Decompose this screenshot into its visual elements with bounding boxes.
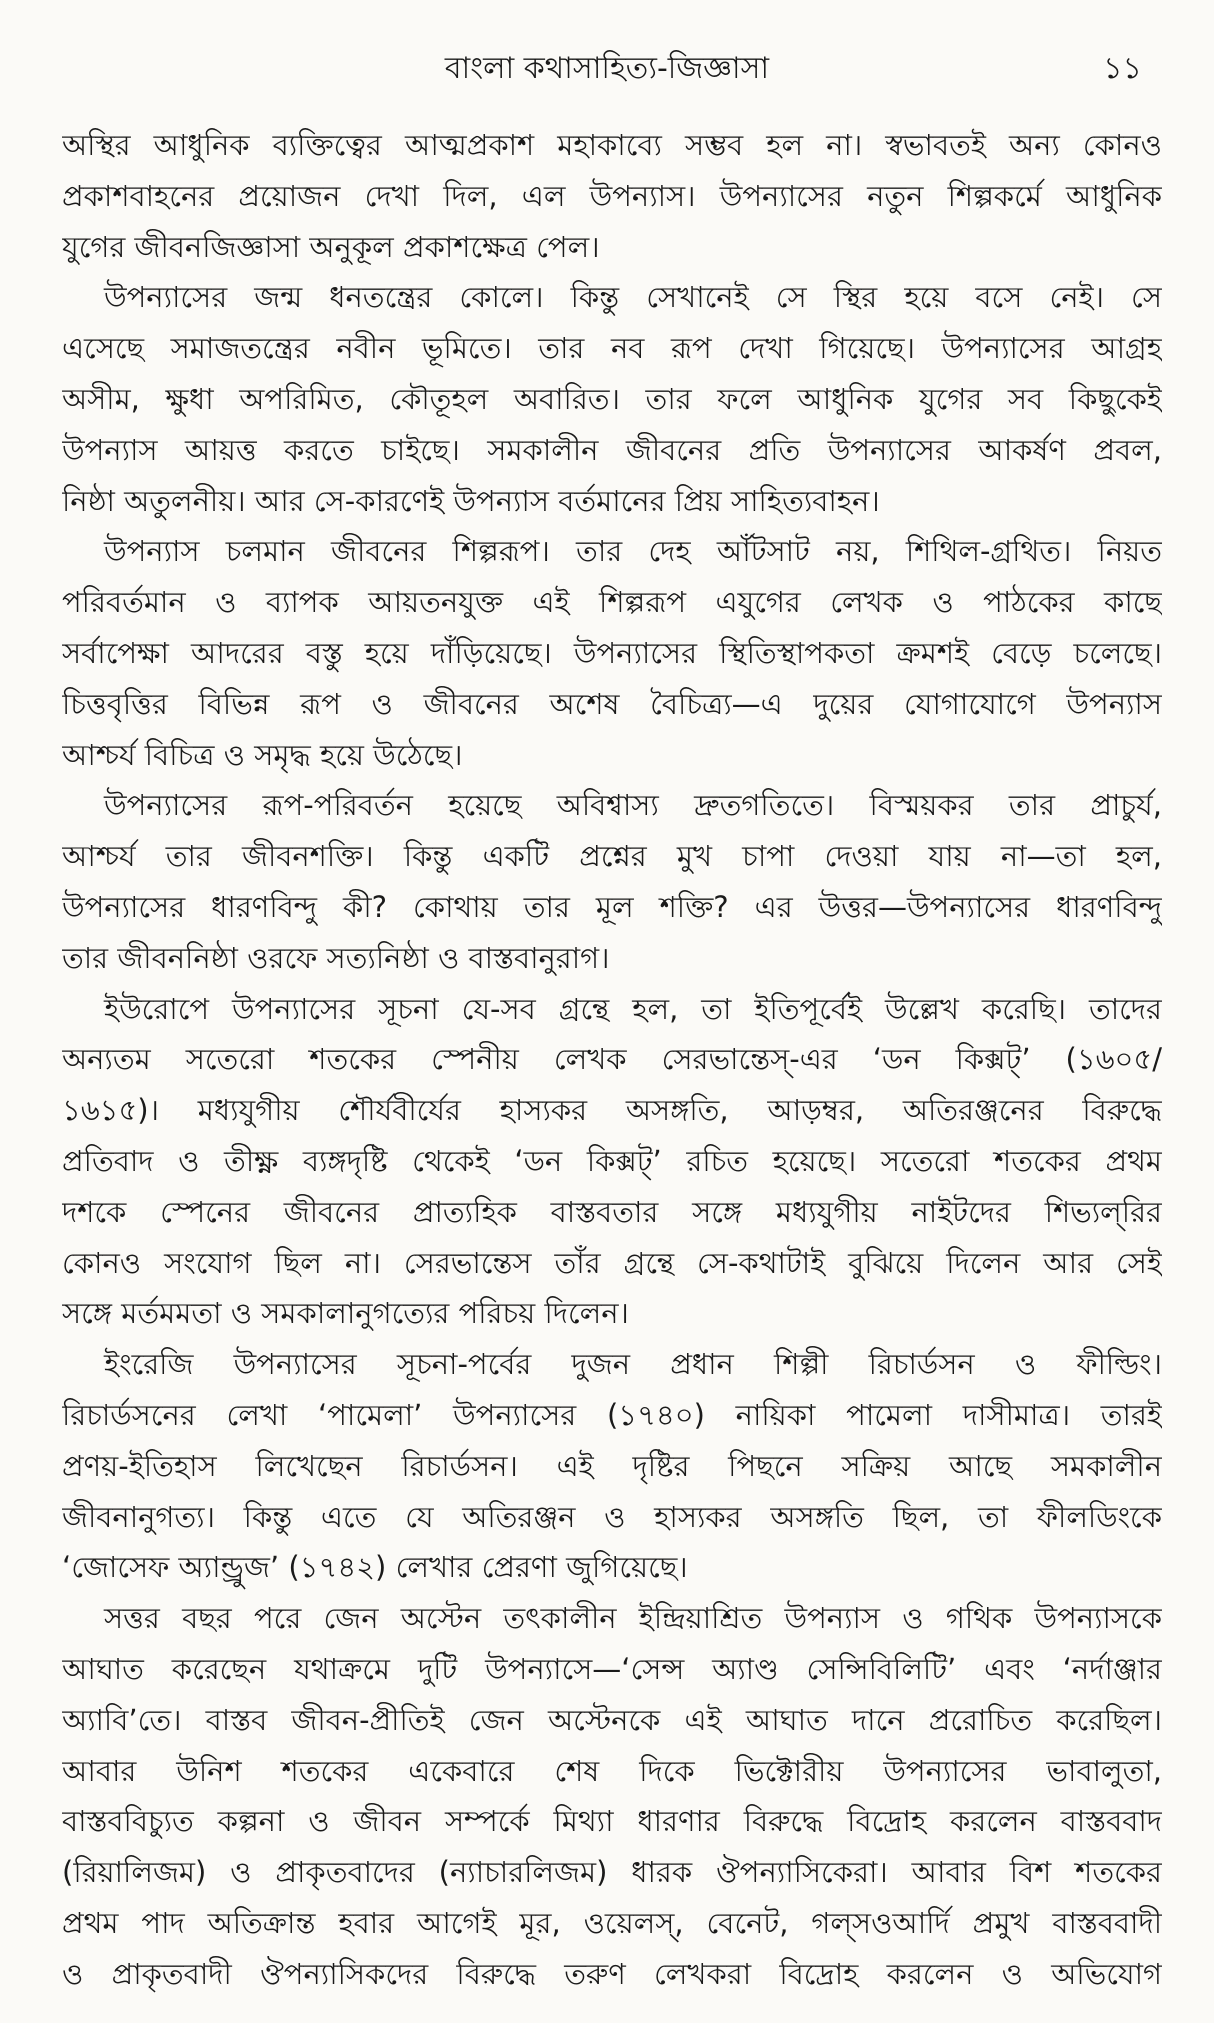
paragraph <box>62 1339 1162 1593</box>
text-line: কোনও সংযোগ ছিল না। সেরভান্তেস তাঁর গ্রন্থে সে-কথাটাই বুঝিয়ে দিলেন আর সেই <box>62 1245 1162 1280</box>
text-line: নিষ্ঠা অতুলনীয়। আর সে-কারণেই উপন্যাস বর্তমানের প্রিয় সাহিত্যবাহন। <box>62 483 880 518</box>
paragraph <box>62 780 1162 983</box>
text-line: সত্তর বছর পরে জেন অস্টেন তৎকালীন ইন্দ্রিয়াশ্রিত উপন্যাস ও গথিক উপন্যাসকে <box>104 1601 1162 1636</box>
text-line: রিচার্ডসনের লেখা ‘পামেলা’ উপন্যাসের (১৭৪০) নায়িকা পামেলা দাসীমাত্র। তারই <box>62 1397 1162 1432</box>
paragraph <box>62 1593 1162 1999</box>
paragraph <box>62 984 1162 1340</box>
text-line: এসেছে সমাজতন্ত্রের নবীন ভূমিতে। তার নব রূপ দেখা গিয়েছে। উপন্যাসের আগ্রহ <box>62 331 1162 366</box>
paragraph <box>62 272 1162 526</box>
text-line: আশ্চর্য তার জীবনশক্তি। কিন্তু একটি প্রশ্নের মুখ চাপা দেওয়া যায় না—তা হল, <box>62 839 1162 874</box>
page-number: ১১ <box>1103 51 1142 86</box>
text-line: ইংরেজি উপন্যাসের সূচনা-পর্বের দুজন প্রধান শিল্পী রিচার্ডসন ও ফীল্ডিং। <box>104 1347 1162 1382</box>
text-line: প্রতিবাদ ও তীক্ষ্ণ ব্যঙ্গদৃষ্টি থেকেই ‘ডন কিক্সট্’ রচিত হয়েছে। সতেরো শতকের প্রথম <box>62 1143 1162 1178</box>
text-line: উপন্যাসের ধারণবিন্দু কী? কোথায় তার মূল শক্তি? এর উত্তর—উপন্যাসের ধারণবিন্দু <box>62 889 1162 924</box>
text-line: ও প্রাকৃতবাদী ঔপন্যাসিকদের বিরুদ্ধে তরুণ লেখকরা বিদ্রোহ করলেন ও অভিযোগ <box>62 1956 1162 1991</box>
text-line: উপন্যাস আয়ত্ত করতে চাইছে। সমকালীন জীবনের প্রতি উপন্যাসের আকর্ষণ প্রবল, <box>62 432 1162 467</box>
text-line: সঙ্গে মর্তমমতা ও সমকালানুগত্যের পরিচয় দিলেন। <box>62 1296 629 1331</box>
text-line: জীবনানুগত্য। কিন্তু এতে যে অতিরঞ্জন ও হাস্যকর অসঙ্গতি ছিল, তা ফীলডিংকে <box>62 1499 1162 1534</box>
text-line: প্রথম পাদ অতিক্রান্ত হবার আগেই মূর, ওয়েলস্, বেনেট, গল্‌সওআর্দি প্রমুখ বাস্তববাদী <box>62 1905 1162 1940</box>
text-line: অসীম, ক্ষুধা অপরিমিত, কৌতূহল অবারিত। তার ফলে আধুনিক যুগের সব কিছুকেই <box>62 381 1162 416</box>
text-line: যুগের জীবনজিজ্ঞাসা অনুকূল প্রকাশক্ষেত্র পেল। <box>62 229 600 264</box>
paragraph <box>62 526 1162 780</box>
text-line: দশকে স্পেনের জীবনের প্রাত্যহিক বাস্তবতার সঙ্গে মধ্যযুগীয় নাইটদের শিভ্যল্‌রির <box>62 1194 1162 1229</box>
text-line: পরিবর্তমান ও ব্যাপক আয়তনযুক্ত এই শিল্পরূপ এযুগের লেখক ও পাঠকের কাছে <box>62 585 1162 620</box>
text-line: ইউরোপে উপন্যাসের সূচনা যে-সব গ্রন্থে হল, তা ইতিপূর্বেই উল্লেখ করেছি। তাদের <box>104 991 1162 1026</box>
text-line: প্রণয়-ইতিহাস লিখেছেন রিচার্ডসন। এই দৃষ্টির পিছনে সক্রিয় আছে সমকালীন <box>62 1448 1162 1483</box>
text-line: অ্যাবি’তে। বাস্তব জীবন-প্রীতিই জেন অস্টেনকে এই আঘাত দানে প্ররোচিত করেছিল। <box>62 1702 1162 1737</box>
text-line: আবার উনিশ শতকের একেবারে শেষ দিকে ভিক্টোরীয় উপন্যাসের ভাবালুতা, <box>62 1753 1162 1788</box>
text-line: উপন্যাসের রূপ-পরিবর্তন হয়েছে অবিশ্বাস্য দ্রুতগতিতে। বিস্ময়কর তার প্রাচুর্য, <box>104 788 1162 823</box>
text-line: তার জীবননিষ্ঠা ওরফে সত্যনিষ্ঠা ও বাস্তবানুরাগ। <box>62 940 610 975</box>
text-line: ‘জোসেফ অ্যান্ড্রুজ’ (১৭৪২) লেখার প্রেরণা জুগিয়েছে। <box>62 1550 688 1585</box>
running-title: বাংলা কথাসাহিত্য-জিজ্ঞাসা <box>444 51 770 86</box>
text-line: আঘাত করেছেন যথাক্রমে দুটি উপন্যাসে—‘সেন্স অ্যাণ্ড সেন্সিবিলিটি’ এবং ‘নর্দাঞ্জার <box>62 1651 1162 1686</box>
page-header <box>0 44 1214 94</box>
text-line: আশ্চর্য বিচিত্র ও সমৃদ্ধ হয়ে উঠেছে। <box>62 737 463 772</box>
text-line: ১৬১৫)। মধ্যযুগীয় শৌর্যবীর্যের হাস্যকর অসঙ্গতি, আড়ম্বর, অতিরঞ্জনের বিরুদ্ধে <box>62 1093 1162 1128</box>
text-line: প্রকাশবাহনের প্রয়োজন দেখা দিল, এল উপন্যাস। উপন্যাসের নতুন শিল্পকর্মে আধুনিক <box>62 178 1162 213</box>
paragraph <box>62 120 1162 272</box>
text-line: অন্যতম সতেরো শতকের স্পেনীয় লেখক সেরভান্তেস্-এর ‘ডন কিক্সট্’ (১৬০৫/ <box>62 1042 1162 1077</box>
text-line: সর্বাপেক্ষা আদরের বস্তু হয়ে দাঁড়িয়েছে। উপন্যাসের স্থিতিস্থাপকতা ক্রমশই বেড়ে চলেছে। <box>62 635 1162 670</box>
text-line: (রিয়ালিজম) ও প্রাকৃতবাদের (ন্যাচারলিজম) ধারক ঔপন্যাসিকেরা। আবার বিশ শতকের <box>62 1855 1162 1890</box>
text-line: উপন্যাসের জন্ম ধনতন্ত্রের কোলে। কিন্তু সেখানেই সে স্থির হয়ে বসে নেই। সে <box>104 280 1162 315</box>
text-line: অস্থির আধুনিক ব্যক্তিত্বের আত্মপ্রকাশ মহাকাব্যে সম্ভব হল না। স্বভাবতই অন্য কোনও <box>62 128 1162 162</box>
text-line: চিত্তবৃত্তির বিভিন্ন রূপ ও জীবনের অশেষ বৈচিত্র্য—এ দুয়ের যোগাযোগে উপন্যাস <box>62 686 1162 721</box>
body-text <box>62 120 1162 1999</box>
text-line: উপন্যাস চলমান জীবনের শিল্পরূপ। তার দেহ আঁটসাট নয়, শিথিল-গ্রথিত। নিয়ত <box>104 534 1162 569</box>
text-line: বাস্তববিচ্যুত কল্পনা ও জীবন সম্পর্কে মিথ্যা ধারণার বিরুদ্ধে বিদ্রোহ করলেন বাস্তববাদ <box>62 1804 1162 1839</box>
